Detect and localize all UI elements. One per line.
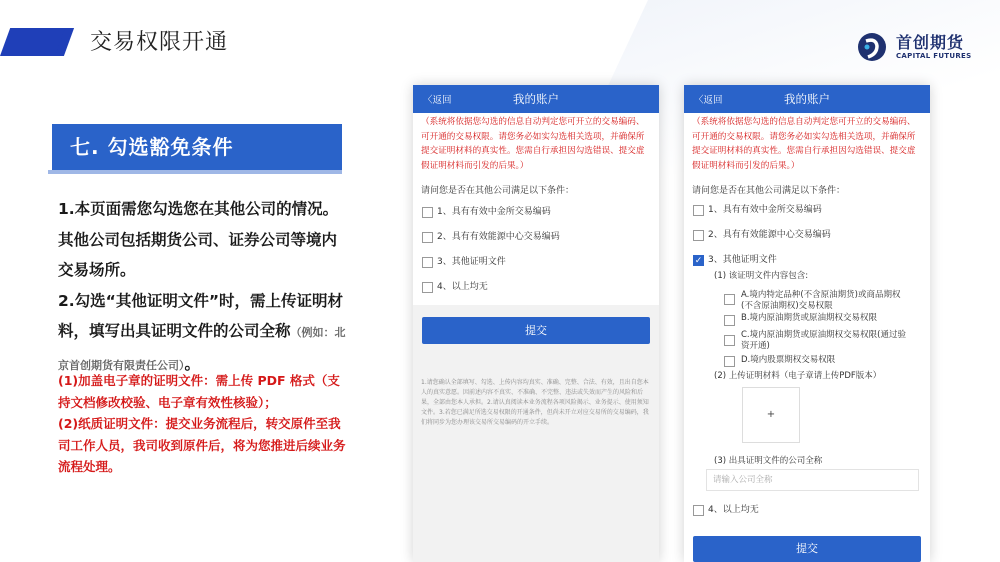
- checkbox[interactable]: [724, 315, 735, 326]
- checkbox[interactable]: [422, 282, 433, 293]
- option-1[interactable]: 1、具有有效中金所交易编码: [413, 205, 659, 230]
- option-3[interactable]: 3、其他证明文件: [413, 255, 659, 280]
- checkbox[interactable]: [693, 205, 704, 216]
- option-1[interactable]: 1、具有有效中金所交易编码: [684, 203, 930, 228]
- option-list: [413, 205, 659, 305]
- phone-title: 我的账户: [784, 92, 830, 106]
- notice-text: （系统将依据您勾选的信息自动判定您可开立的交易编码、可开通的交易权限。请您务必如实勾选相关选项，并确保所提交证明材料的真实性。您需自行承担因勾选错误、提交虚假证明材料而引发的后果。）: [692, 117, 916, 171]
- notice-text: （系统将依据您勾选的信息自动判定您可开立的交易编码、可开通的交易权限。请您务必如实勾选相关选项，并确保所提交证明材料的真实性。您需自行承担因勾选错误、提交虚假证明材料而引发的后果。）: [421, 117, 645, 171]
- phone-title: 我的账户: [513, 92, 559, 106]
- upload-label: (2) 上传证明材料（电子章请上传PDF版本）: [714, 371, 882, 381]
- logo-en-text: CAPITAL FUTURES: [896, 52, 972, 60]
- option-3[interactable]: ✓ 3、其他证明文件: [694, 255, 777, 266]
- red-note-1: (1)加盖电子章的证明文件：需上传 PDF 格式（支持文档修改校验、电子章有效性核验）；: [58, 373, 340, 410]
- question-text: 请问您是否在其他公司满足以下条件：: [692, 186, 846, 196]
- upload-box[interactable]: +: [742, 387, 800, 443]
- option-4[interactable]: 4、以上均无: [413, 280, 659, 305]
- checkbox[interactable]: [422, 207, 433, 218]
- checkbox[interactable]: [422, 232, 433, 243]
- instruction-p2: 2.勾选“其他证明文件”时，需上传证明材料，填写出具证明文件的公司全称: [58, 291, 344, 340]
- option-list: [684, 203, 930, 278]
- phone-header: [684, 85, 930, 113]
- checkbox[interactable]: [724, 294, 735, 305]
- checkbox[interactable]: [693, 230, 704, 241]
- checkbox[interactable]: [422, 257, 433, 268]
- red-note-2: (2)纸质证明文件：提交业务流程后，转交原件至我司工作人员，我司收到原件后，将为您推进后续业务流程处理。: [58, 416, 346, 474]
- checkbox[interactable]: [693, 505, 704, 516]
- phone-header: [413, 85, 659, 113]
- sub-title: (1) 该证明文件内容包含:: [714, 271, 809, 281]
- phone-screen-2: 〈返回 我的账户 （系统将依据您勾选的信息自动判定您可开立的交易编码、可开通的交易权限。请您务必如实勾选相关选项，并确保所提交证明材料的真实性。您需自行承担因勾选错误、提交虚假证明材料而引发的后果。） 请问您是否在其他公司满足以下条件： 1、具有有效中金所交易编码 2、具有有效能源中心交易编码 ✓ 3、其他证明文件 (1) 该证明文件内容包含: A.境内特定品种(不含原油期货)或商品期权(不含原油期权)交易权限 B.境内原油期货或原油期权交易权限 C.境内原油期货或原油期权交易权限(通过验资开通) D.境内股票期权交易权限 (2) 上传证明材料（电子章请上传PDF版本） + (3) 出具证明文件的公司全称 请输入公司全称 4、以上均无 提交: [684, 85, 930, 562]
- option-2[interactable]: 2、具有有效能源中心交易编码: [684, 228, 930, 253]
- instruction-p2-end: 。: [184, 354, 201, 373]
- back-button[interactable]: 〈返回: [423, 95, 452, 106]
- company-name-input[interactable]: 请输入公司全称: [706, 469, 919, 491]
- instruction-text: [58, 194, 348, 381]
- logo-mark-icon: [856, 32, 888, 62]
- option-4[interactable]: 4、以上均无: [684, 503, 930, 528]
- checkbox[interactable]: [724, 335, 735, 346]
- red-notes: [58, 370, 348, 478]
- checkbox-checked[interactable]: ✓: [694, 256, 703, 266]
- submit-button[interactable]: 提交: [693, 536, 921, 562]
- page-title: 交易权限开通: [90, 30, 229, 55]
- back-button[interactable]: 〈返回: [694, 95, 723, 106]
- option-2[interactable]: 2、具有有效能源中心交易编码: [413, 230, 659, 255]
- section-title: 七. 勾选豁免条件: [52, 124, 342, 170]
- checkbox[interactable]: [724, 356, 735, 367]
- capital-futures-logo: [856, 30, 996, 66]
- logo-cn-text: 首创期货: [896, 33, 965, 52]
- submit-button[interactable]: 提交: [422, 317, 650, 344]
- fine-print: 1.请您确认全部填写、勾选、上传内容均真实、准确、完整、合法、有效，且出自您本人的真实意愿。因前述内容不真实、不准确、不完整、违法或失效而产生的风险和后果，全部由您本人承担。2.请认真阅读本业务流程各项风险揭示、业务提示、使用须知文件。3.若您已满足所选交易权限的开通条件，但尚未开立对应交易所的交易编码，我们将同步为您办理该交易所交易编码的开立手续。: [421, 379, 649, 426]
- company-label: (3) 出具证明文件的公司全称: [714, 456, 823, 466]
- instruction-p1: 1.本页面需您勾选您在其他公司的情况。其他公司包括期货公司、证券公司等境内交易场所。: [58, 200, 339, 279]
- question-text: 请问您是否在其他公司满足以下条件：: [421, 186, 575, 196]
- instruction-example: （例如：北京首创期货有限责任公司）: [58, 326, 346, 372]
- phone-screen-1: [413, 85, 659, 562]
